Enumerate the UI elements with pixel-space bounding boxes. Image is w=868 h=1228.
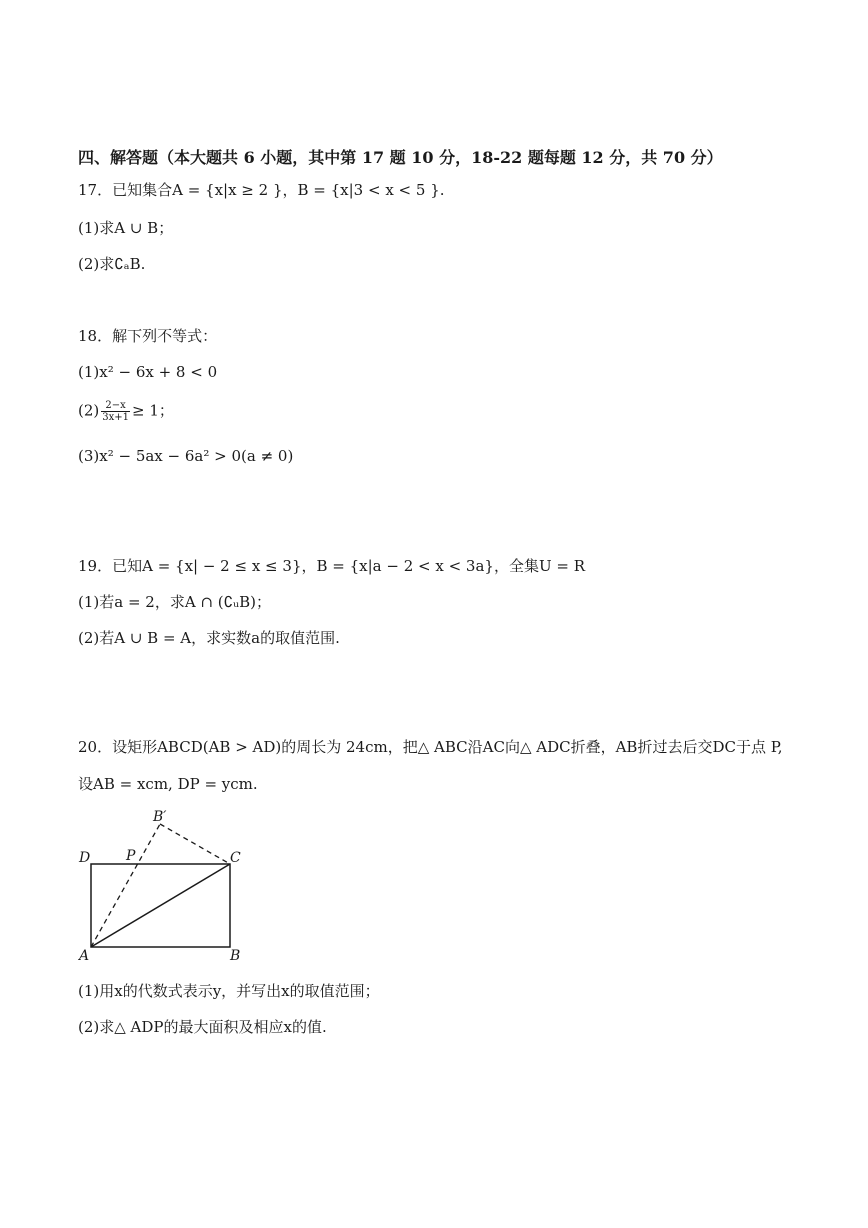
q17-part2: (2)求∁ₐB. [78, 255, 146, 273]
q18-part1: (1)x² − 6x + 8 < 0 [78, 363, 218, 381]
q18-stem: 18．解下列不等式： [78, 327, 218, 345]
q20-stem-line2: 设AB = xcm, DP = ycm. [78, 775, 258, 793]
q20-part2: (2)求△ ADP的最大面积及相应x的值. [78, 1018, 327, 1036]
fraction-numerator: 2−x [101, 400, 130, 412]
dashed-ab-prime [91, 824, 160, 947]
q18-part2 [78, 400, 174, 423]
fraction-denominator: 3x+1 [102, 412, 129, 423]
q19-part1: (1)若a = 2，求A ∩ (∁ᵤB)； [78, 593, 272, 611]
q20-stem-line1: 20．设矩形ABCD(AB > AD)的周长为 24cm，把△ ABC沿AC向△ ADC折叠，AB折过去后交DC于点 P, [78, 738, 783, 756]
q20-part1: (1)用x的代数式表示y，并写出x的取值范围； [78, 982, 380, 1000]
q17-part1: (1)求A ∪ B； [78, 219, 174, 237]
dashed-b-prime-c [160, 824, 230, 864]
q18-part3: (3)x² − 5ax − 6a² > 0(a ≠ 0) [78, 447, 294, 465]
q17-stem: 17．已知集合A = {x|x ≥ 2 }，B = {x|3 < x < 5 }. [78, 181, 445, 199]
label-c: C [230, 850, 241, 866]
q19-stem: 19．已知A = {x| − 2 ≤ x ≤ 3}，B = {x|a − 2 < x < 3a}，全集U = R [78, 557, 585, 575]
q19-part2: (2)若A ∪ B = A，求实数a的取值范围. [78, 629, 340, 647]
q18-part2-prefix: (2) [78, 401, 100, 420]
diagonal-ac [91, 864, 230, 947]
label-b: B [230, 948, 241, 964]
label-a: A [79, 948, 90, 964]
q18-part2-suffix: ≥ 1； [132, 401, 174, 420]
label-b-prime: B′ [153, 809, 167, 825]
q18-part2-fraction [101, 400, 130, 423]
folded-rectangle-figure [72, 805, 262, 969]
label-d: D [79, 850, 91, 866]
label-p: P [126, 848, 136, 864]
section-heading: 四、解答题（本大题共 6 小题，其中第 17 题 10 分，18-22 题每题 12 分，共 70 分） [78, 148, 723, 167]
